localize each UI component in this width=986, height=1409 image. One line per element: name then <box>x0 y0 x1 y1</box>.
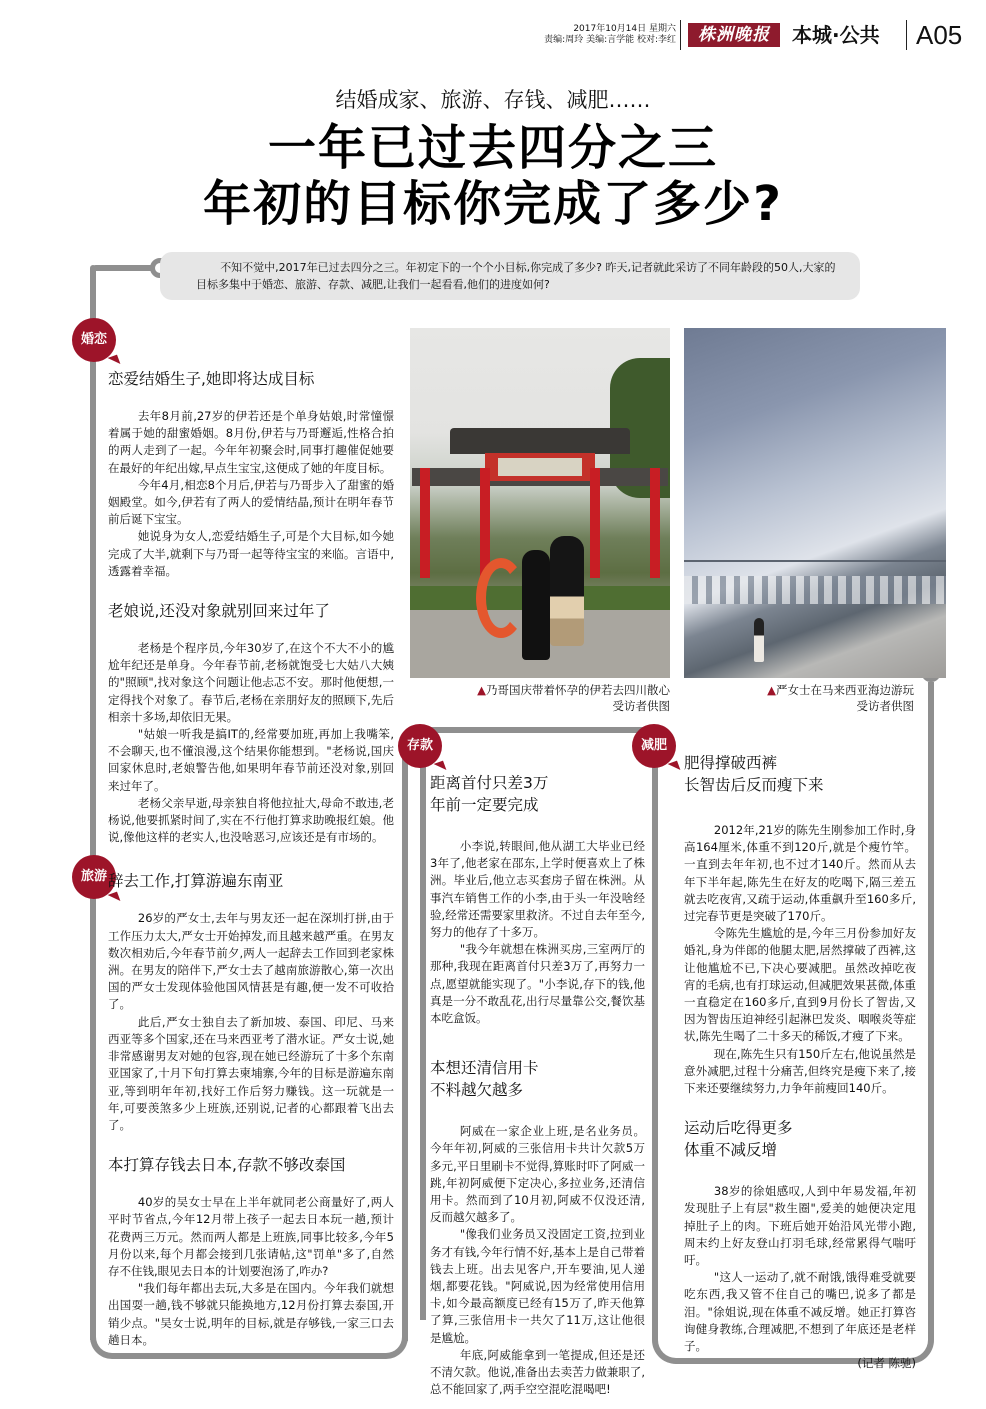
headline-line-2: 年初的目标你完成了多少? <box>203 176 783 232</box>
photo-gate-pillar <box>650 468 660 578</box>
right-frame-right <box>928 682 934 1312</box>
right-frame-left <box>652 765 658 1325</box>
masthead-divider <box>680 20 681 50</box>
left-column <box>108 368 394 1369</box>
photo-person-woman <box>754 618 764 662</box>
article-travel-2 <box>108 1154 394 1349</box>
photo-person-man <box>550 536 584 646</box>
tag-savings: 存款 <box>398 724 442 768</box>
masthead-divider <box>906 20 907 50</box>
photo-waves <box>684 576 946 604</box>
photo-credit: 受访者供图 <box>856 699 914 713</box>
byline: (记者 陈驰) <box>857 1356 916 1371</box>
paragraph: 40岁的吴女士早在上半年就同老公商量好了,两人平时节省点,今年12月带上孩子一起去日本玩一趟,预计花费两三万元。然而两人都是上班族,同事比较多,今年5月份以来,每个月都会接到几张请帖,这"罚单"多了,自然存不住钱,眼见去日本的计划要泡汤了,咋办? <box>108 1195 394 1278</box>
tag-marriage: 婚恋 <box>72 318 116 362</box>
article-title: 恋爱结婚生子,她即将达成目标 <box>108 370 315 388</box>
middle-column <box>430 772 645 1409</box>
article-title <box>684 752 916 796</box>
newspaper-logo: 株洲晚报 <box>688 23 780 47</box>
photo-gate-pillar <box>420 468 430 578</box>
left-frame-line <box>90 340 96 1340</box>
paragraph: 今年4月,相恋8个月后,伊若与乃哥步入了甜蜜的婚姻殿堂。如今,伊若有了两人的爱情结晶,预计在明年春节前后诞下宝宝。 <box>108 477 394 527</box>
article-title-line: 肥得撑破西裤 <box>684 754 778 772</box>
article-marriage-2 <box>108 600 394 846</box>
right-column <box>684 752 916 1392</box>
tag-diet: 减肥 <box>632 724 676 768</box>
intro-summary <box>160 252 860 300</box>
paragraph: 小李说,转眼间,他从湖工大毕业已经3年了,他老家在邵东,上学时便喜欢上了株洲。毕业后,他立志买套房子留在株洲。从事汽车销售工作的小李,由于头一年没啥经验,经常还需要家里救济。不过自去年至今,努力的他存了十多万。 <box>430 839 645 940</box>
masthead-dateline <box>526 24 676 46</box>
article-body <box>108 640 394 846</box>
headline-kicker: 结婚成家、旅游、存钱、减肥…… <box>335 88 651 112</box>
photo-person-woman <box>522 550 550 660</box>
paragraph: 38岁的徐姐感叹,人到中年易发福,年初发现肚子上有层"救生圈",爱美的她便决定甩掉肚子上的肉。下班后她开始沿风光带小跑,周末约上好友登山打羽毛球,经常累得气喘吁吁。 <box>684 1184 916 1268</box>
paragraph: 令陈先生尴尬的是,今年三月份参加好友婚礼,身为伴郎的他腿太肥,居然撑破了西裤,这让他尴尬不已,下决心要减肥。虽然改掉吃夜宵的毛病,也有打球运动,但减肥效果甚微,体重一直稳定在160多斤,直到9月份长了智齿,又因为智齿压迫神经引起淋巴发炎、咽喉炎等症状,陈先生喝了二十多天的稀饭,才瘦了下来。 <box>684 926 916 1044</box>
photo-beach <box>684 328 946 678</box>
intro-text: 不知不觉中,2017年已过去四分之三。年初定下的一个个小目标,你完成了多少? 昨天,记者就此采访了不同年龄段的50人,大家的目标多集中于婚恋、旅游、存款、减肥,让我们一起看看,他们的进度如何? <box>196 261 836 291</box>
headline-line-1: 一年已过去四分之三 <box>267 120 718 176</box>
article-title-line: 运动后吃得更多 <box>684 1119 793 1138</box>
paragraph: "这人一运动了,就不耐饿,饿得难受就要吃东西,我又管不住自己的嘴巴,说多了都是泪。"徐姐说,现在体重不减反增。她正打算咨询健身教练,合理减肥,不想到了年底还是老样子。 <box>684 1270 916 1354</box>
tag-travel: 旅游 <box>72 855 116 899</box>
paragraph: 阿威在一家企业上班,是名业务员。今年年初,阿威的三张信用卡共计欠款5万多元,平日里刷卡不觉得,算账时吓了阿威一跳,年初阿威便下定决心,多拉业务,还清信用卡。然而到了10月初,阿威不仅没还清,反而越欠越多了。 <box>430 1124 645 1225</box>
paragraph: 她说身为女人,恋爱结婚生子,可是个大目标,如今她完成了大半,就剩下与乃哥一起等待宝宝的来临。言语中,透露着幸福。 <box>108 529 394 578</box>
caption-marker-icon: ▲ <box>477 683 486 697</box>
paragraph: 年底,阿威能拿到一笔提成,但还是还不清欠款。他说,准备出去卖苦力做兼职了,总不能回家了,两手空空混吃混喝吧! <box>430 1347 645 1397</box>
photo-horizon <box>684 560 946 562</box>
masthead <box>520 18 970 58</box>
editor-credits: 责编:周玲 美编:言学能 校对:李红 <box>544 35 676 45</box>
article-body <box>430 1123 645 1398</box>
article-body <box>108 910 394 1134</box>
article-travel-1 <box>108 870 394 1134</box>
paragraph: 去年8月前,27岁的伊若还是个单身姑娘,时常憧憬着属于她的甜蜜婚姻。8月份,伊若与乃哥邂逅,性格合拍的两人走到了一起。今年年初聚会时,同事打趣催促她要在最好的年纪出嫁,早点生宝宝,这便成了她的年度目标。 <box>108 409 394 475</box>
paragraph: "我们每年都出去玩,大多是在国内。今年我们就想出国耍一趟,钱不够就只能换地方,12月份打算去泰国,开销少点。"吴女士说,明年的目标,就是存够钱,一家三口去趟日本。 <box>108 1281 394 1347</box>
article-body <box>430 838 645 1027</box>
article-title: 辞去工作,打算游遍东南亚 <box>108 872 284 891</box>
paragraph: 老杨父亲早逝,母亲独自将他拉扯大,母命不敢违,老杨说,他要抓紧时间了,实在不行他打算求助晚报红娘。他说,像他这样的老实人,也没啥恶习,应该还是有市场的。 <box>108 795 394 845</box>
paragraph: 现在,陈先生只有150斤左右,他说虽然是意外减肥,过程十分痛苦,但终究是瘦下来了,接下来还要继续努力,力争年前瘦回140斤。 <box>684 1046 916 1096</box>
article-title <box>684 1117 916 1161</box>
paragraph: "我今年就想在株洲买房,三室两厅的那种,我现在距离首付只差3万了,再努力一点,愿望就能实现了。"小李说,存下的钱,他真是一分不敢乱花,出行尽量靠公交,餐饮基本吃盒饭。 <box>430 942 645 1026</box>
middle-frame-top <box>420 727 656 733</box>
left-frame-right-line <box>402 735 408 1341</box>
article-title-line: 本想还清信用卡 <box>430 1059 539 1078</box>
article-body <box>108 408 394 580</box>
article-title-line: 年前一定要完成 <box>430 796 539 814</box>
article-body <box>684 822 916 1097</box>
paragraph: "姑娘一听我是搞IT的,经常要加班,再加上我嘴笨,不会聊天,也不懂浪漫,这个结果你能想到。"老杨说,国庆回家休息时,老娘警告他,如果明年春节前还没对象,别回来过年了。 <box>108 727 394 793</box>
caption-text: 乃哥国庆带着怀孕的伊若去四川散心 <box>486 683 670 697</box>
caption-text: 严女士在马来西亚海边游玩 <box>776 683 914 697</box>
article-savings-2 <box>430 1057 645 1398</box>
article-savings-1 <box>430 772 645 1027</box>
article-body <box>684 1183 916 1372</box>
paragraph: 此后,严女士独自去了新加坡、泰国、印尼、马来西亚等多个国家,还在马来西亚考了潜水证。严女士说,她非常感谢男友对她的包容,现在她已经游玩了十多个东南亚国家了,十月下旬打算去柬埔寨,今年的目标是游遍东南亚,等到明年年初,找好工作后努力赚钱。这一玩就是一年,可要羡煞多少上班族,还别说,记者的心都跟着飞出去了。 <box>108 1014 394 1132</box>
paragraph: 2012年,21岁的陈先生刚参加工作时,身高164厘米,体重不到120斤,就是个瘦竹竿。一直到去年年初,也不过才140斤。然而从去年下半年起,陈先生在好友的吃喝下,隔三差五就去吃夜宵,又疏于运动,体重飙升至160多斤,过完春节更是突破了170斤。 <box>684 823 916 924</box>
article-marriage-1 <box>108 368 394 580</box>
middle-frame-left <box>420 760 426 1320</box>
article-title <box>430 772 645 816</box>
article-title-line: 长智齿后反而瘦下来 <box>684 776 824 794</box>
paragraph: 老杨是个程序员,今年30岁了,在这个不大不小的尴尬年纪还是单身。今年春节前,老杨就饱受七大姑八大姨的"照顾",找对象这个问题让他忐忑不安。那时他便想,一定得找个对象了。春节后,老杨在亲朋好友的照顾下,先后相亲十多场,却依旧无果。 <box>108 641 394 724</box>
photo-caption-2 <box>684 682 914 714</box>
paragraph: 26岁的严女士,去年与男友还一起在深圳打拼,由于工作压力太大,严女士开始掉发,而且越来越严重。在男友数次相劝后,今年春节前夕,两人一起辞去工作回到老家株洲。在男友的陪伴下,严女士去了越南旅游散心,第一次出国的严女士发现体验他国风情甚是有趣,便一发不可收拾了。 <box>108 911 394 1012</box>
article-title-line: 距离首付只差3万 <box>430 774 549 792</box>
photo-caption-1 <box>410 682 670 714</box>
photo-gate-pillar <box>590 468 600 578</box>
article-title-line: 体重不减反增 <box>684 1141 778 1160</box>
article-diet-1 <box>684 752 916 1097</box>
article-title: 老娘说,还没对象就别回来过年了 <box>108 602 330 621</box>
photo-couple-at-gate <box>410 328 670 678</box>
publication-date: 2017年10月14日 星期六 <box>573 24 676 34</box>
photo-credit: 受访者供图 <box>612 699 670 713</box>
section-name: 本城·公共 <box>792 23 880 47</box>
photo-sculpture <box>476 558 526 638</box>
article-title: 本打算存钱去日本,存款不够改泰国 <box>108 1156 346 1175</box>
paragraph: "像我们业务员又没固定工资,拉到业务才有钱,今年行情不好,基本上是自己带着钱去上班。出去见客户,开车要油,见人递烟,都要花钱。"阿威说,因为经常使用信用卡,如今最高额度已经有15万了,昨天他算了算,三张信用卡一共欠了11万,这让他很是尴尬。 <box>430 1227 645 1345</box>
article-body <box>108 1194 394 1349</box>
page-number: A05 <box>916 20 963 50</box>
photo-gate-roof <box>450 428 630 454</box>
article-title <box>430 1057 645 1101</box>
article-title-line: 不料越欠越多 <box>430 1081 524 1100</box>
article-diet-2 <box>684 1117 916 1372</box>
caption-marker-icon: ▲ <box>767 683 776 697</box>
photo-gate-plaque <box>498 458 582 476</box>
